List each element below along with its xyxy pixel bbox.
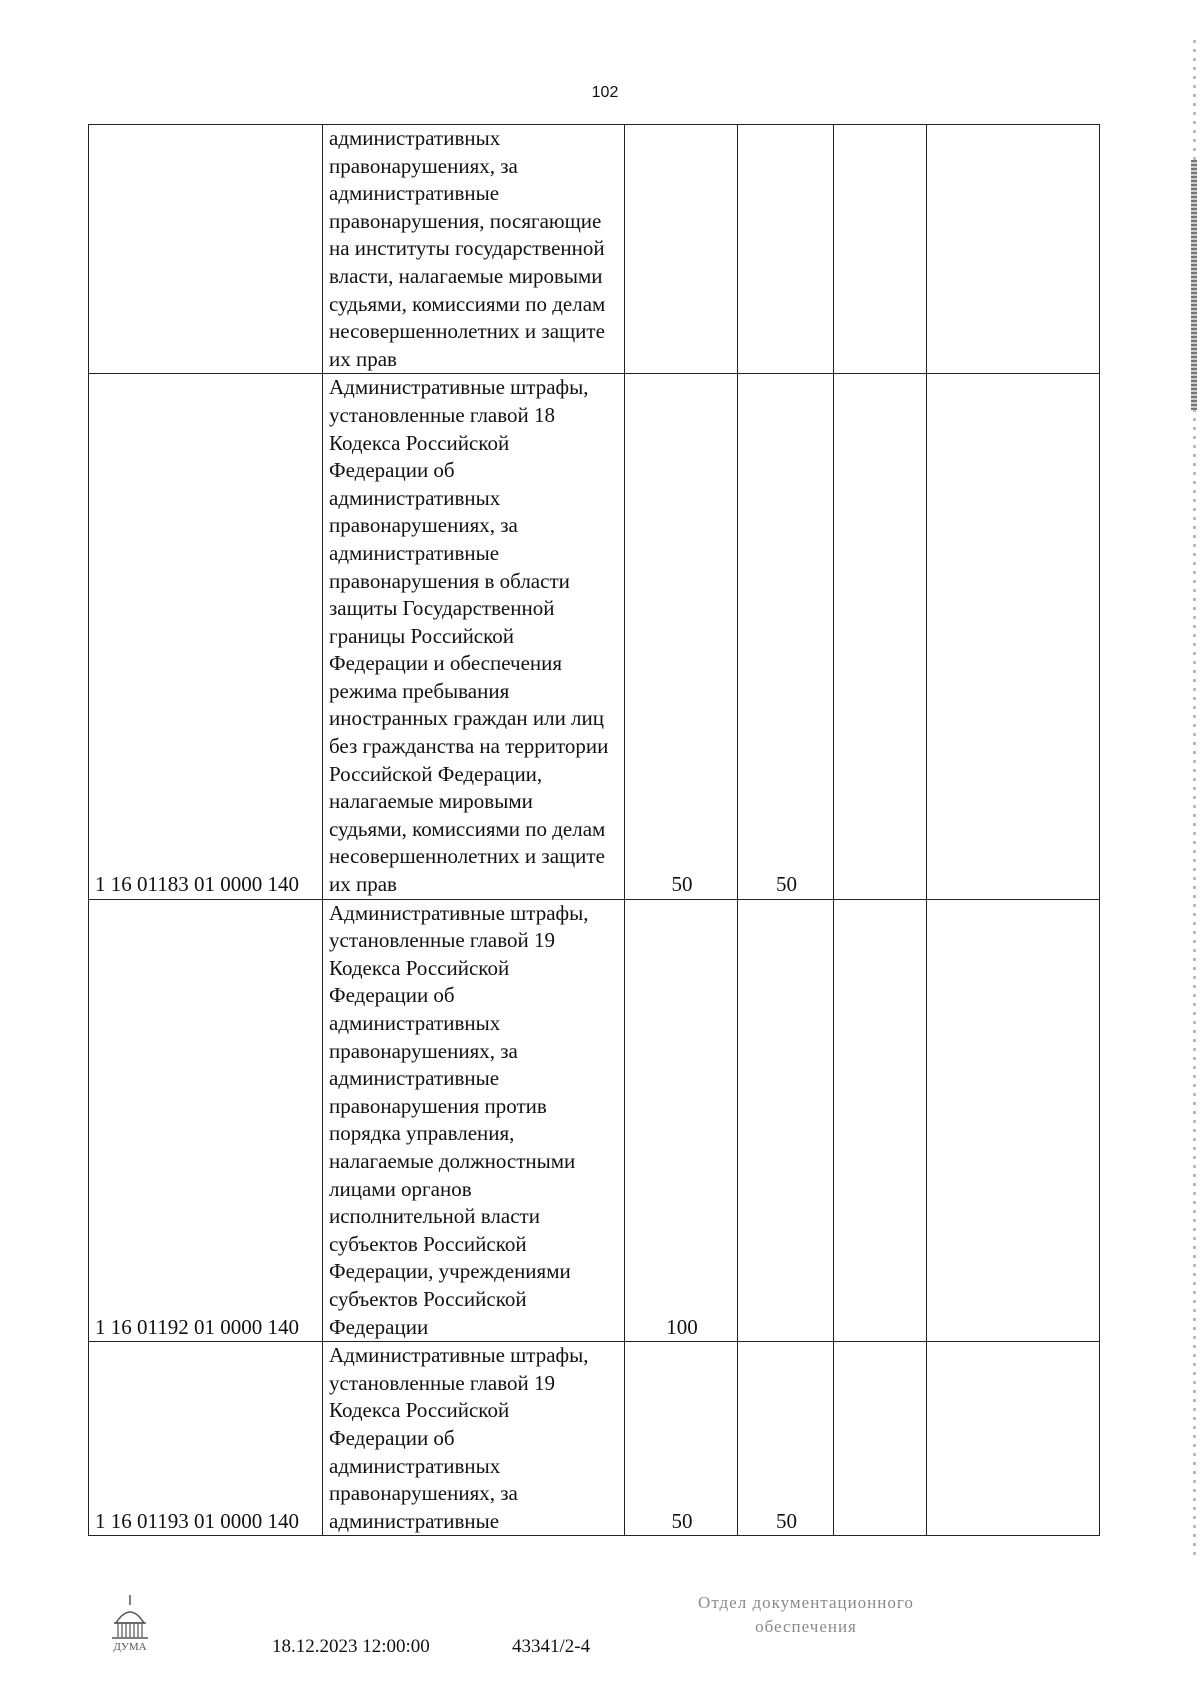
amount-cell-col4 xyxy=(927,125,1100,374)
department-stamp xyxy=(676,1591,936,1639)
description-line: правонарушения в области xyxy=(329,568,570,593)
description-cell xyxy=(323,1342,625,1536)
description-line: судьями, комиссиями по делам xyxy=(329,816,606,841)
description-line: установленные главой 18 xyxy=(329,402,556,427)
description-line: административных xyxy=(329,126,501,150)
description-line: правонарушения против xyxy=(329,1093,547,1118)
scan-edge-marker xyxy=(1191,160,1197,410)
amount-cell-col2 xyxy=(738,125,834,374)
revenue-code-cell: 1 16 01183 01 0000 140 xyxy=(89,374,323,899)
description-line: налагаемые мировыми xyxy=(329,789,533,814)
description-line: административных xyxy=(329,1011,501,1035)
amount-cell-col2: 50 xyxy=(738,1342,834,1536)
table-row xyxy=(89,899,1100,1342)
description-cell xyxy=(323,374,625,899)
description-line: административных xyxy=(329,1453,501,1478)
description-line: их прав xyxy=(329,346,397,371)
description-line: правонарушениях, за xyxy=(329,1038,518,1063)
amount-cell-col1: 100 xyxy=(625,899,738,1342)
amount-cell-col4 xyxy=(927,1342,1100,1536)
description-line: административные xyxy=(329,181,500,206)
description-line: административные xyxy=(329,540,500,565)
description-line: несовершеннолетних и защите xyxy=(329,319,605,344)
description-line: установленные главой 19 xyxy=(329,928,556,953)
amount-cell-col2: 50 xyxy=(738,374,834,899)
table-row xyxy=(89,125,1100,374)
description-line: Административные штрафы, xyxy=(329,1343,589,1368)
description-line: иностранных граждан или лиц xyxy=(329,706,605,731)
amount-cell-col3 xyxy=(834,125,927,374)
amount-cell-col4 xyxy=(927,374,1100,899)
description-line: правонарушениях, за xyxy=(329,153,518,178)
page-number: 102 xyxy=(591,84,619,101)
description-line: Федерации об xyxy=(329,1425,455,1450)
footer-date: 18.12.2023 12:00:00 xyxy=(272,1636,430,1657)
description-line: их прав xyxy=(329,872,397,897)
table-row xyxy=(89,374,1100,899)
description-line: лицами органов xyxy=(329,1176,472,1201)
description-line: Административные штрафы, xyxy=(329,375,589,400)
description-line: Федерации и обеспечения xyxy=(329,651,563,676)
description-line: судьями, комиссиями по делам xyxy=(329,291,606,316)
description-line: режима пребывания xyxy=(329,678,510,703)
description-line: порядка управления, xyxy=(329,1121,515,1146)
description-line: Федерации об xyxy=(329,458,455,483)
description-line: административные xyxy=(329,1508,500,1533)
description-line: Кодекса Российской xyxy=(329,430,510,455)
description-line: административные xyxy=(329,1066,500,1091)
description-line: Федерации, учреждениями xyxy=(329,1259,571,1284)
description-line: правонарушениях, за xyxy=(329,513,518,538)
description-line: Административные штрафы, xyxy=(329,900,589,925)
description-line: без гражданства на территории xyxy=(329,734,609,759)
duma-logo-icon xyxy=(106,1593,154,1653)
description-line: правонарушения, посягающие xyxy=(329,208,602,233)
stamp-line-2: обеспечения xyxy=(755,1617,857,1636)
revenue-code-cell xyxy=(89,125,323,374)
description-line: субъектов Российской xyxy=(329,1231,527,1256)
description-cell xyxy=(323,899,625,1342)
amount-cell-col1: 50 xyxy=(625,374,738,899)
description-line: налагаемые должностными xyxy=(329,1148,576,1173)
table-row xyxy=(89,1342,1100,1536)
description-cell xyxy=(323,125,625,374)
description-line: правонарушениях, за xyxy=(329,1481,518,1506)
amount-cell-col3 xyxy=(834,374,927,899)
description-line: на институты государственной xyxy=(329,236,605,261)
description-line: Российской Федерации, xyxy=(329,761,543,786)
description-line: Федерации об xyxy=(329,983,455,1008)
amount-cell-col3 xyxy=(834,899,927,1342)
stamp-line-1: Отдел документационного xyxy=(698,1593,914,1612)
description-line: административных xyxy=(329,485,501,510)
footer-registration-number: 43341/2-4 xyxy=(512,1636,591,1657)
description-line: Кодекса Российской xyxy=(329,1398,510,1423)
duma-logo-text: ДУМА xyxy=(113,1641,147,1653)
description-line: защиты Государственной xyxy=(329,596,555,621)
amount-cell-col3 xyxy=(834,1342,927,1536)
amount-cell-col4 xyxy=(927,899,1100,1342)
description-line: границы Российской xyxy=(329,623,515,648)
revenue-table xyxy=(88,124,1100,1536)
description-line: исполнительной власти xyxy=(329,1204,540,1229)
description-line: Федерации xyxy=(329,1314,429,1339)
description-line: Кодекса Российской xyxy=(329,955,510,980)
amount-cell-col2 xyxy=(738,899,834,1342)
description-line: несовершеннолетних и защите xyxy=(329,844,605,869)
revenue-code-cell: 1 16 01192 01 0000 140 xyxy=(89,899,323,1342)
amount-cell-col1 xyxy=(625,125,738,374)
description-line: власти, налагаемые мировыми xyxy=(329,263,603,288)
revenue-code-cell: 1 16 01193 01 0000 140 xyxy=(89,1342,323,1536)
description-line: установленные главой 19 xyxy=(329,1370,556,1395)
amount-cell-col1: 50 xyxy=(625,1342,738,1536)
description-line: субъектов Российской xyxy=(329,1286,527,1311)
